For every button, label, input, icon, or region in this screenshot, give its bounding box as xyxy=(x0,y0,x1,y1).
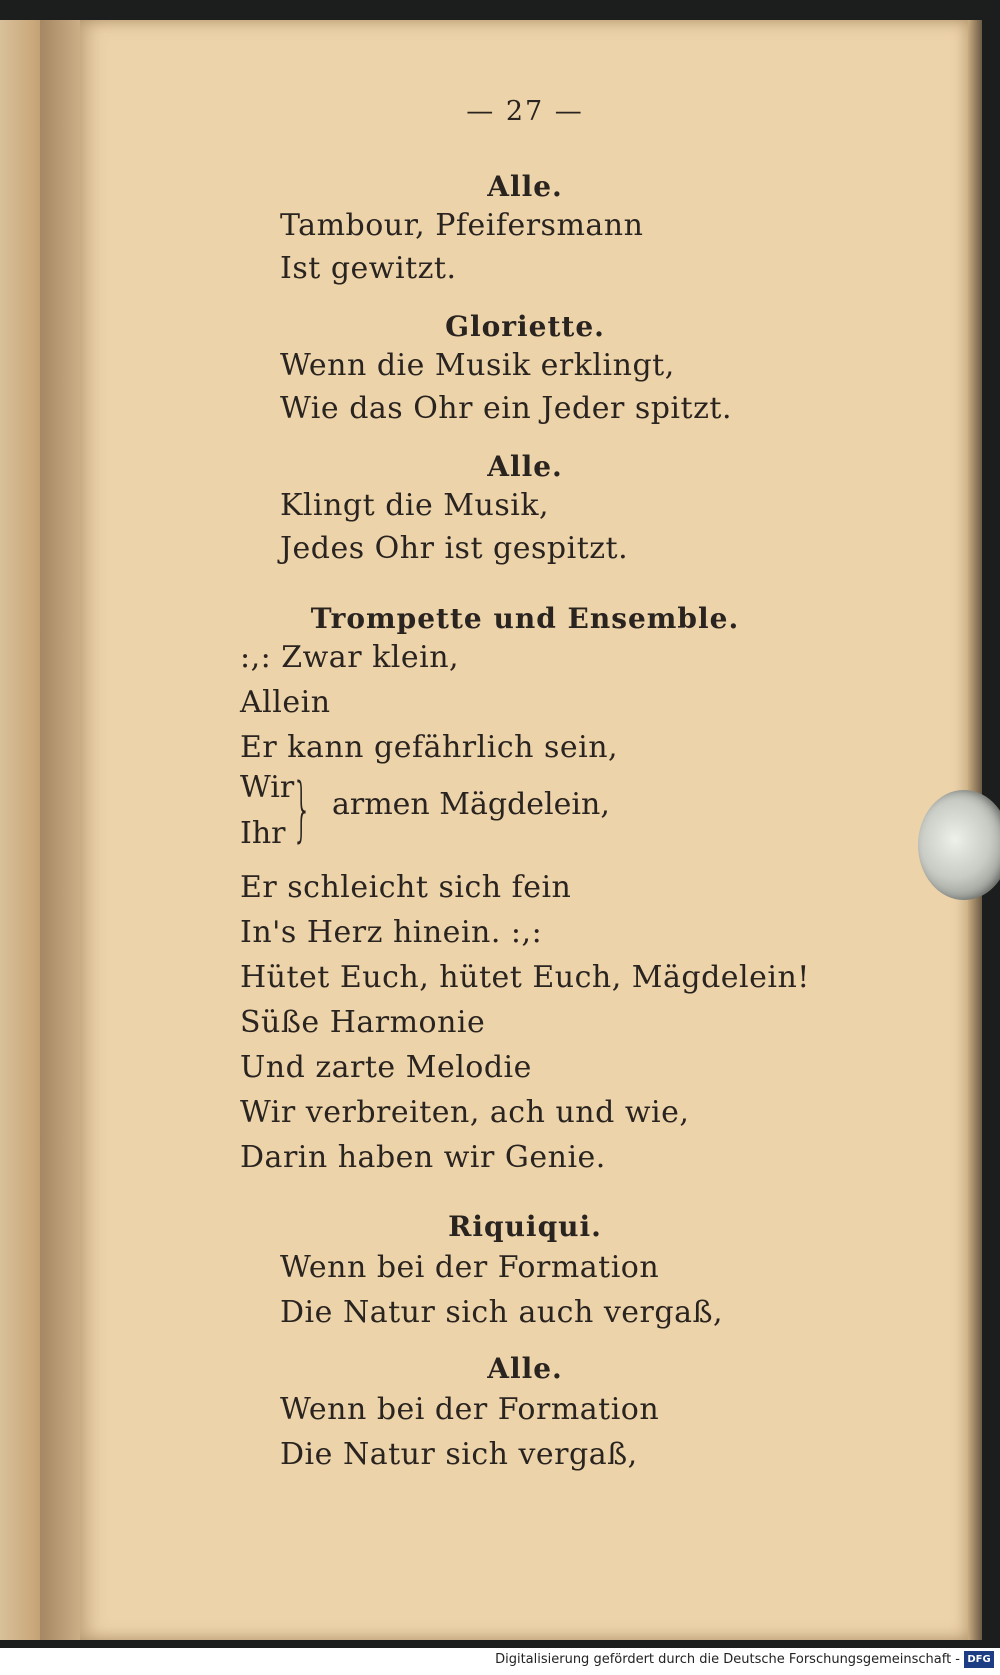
speaker-heading: Gloriette. xyxy=(445,310,605,343)
verse-line: Und zarte Melodie xyxy=(240,1050,532,1085)
verse-line: Wenn die Musik erklingt, xyxy=(280,348,675,383)
verse-line: Allein xyxy=(240,685,331,720)
speaker-heading: Alle. xyxy=(487,450,563,483)
verse-line: In's Herz hinein. :,: xyxy=(240,915,543,950)
brace-group xyxy=(240,765,640,857)
dfg-logo: DFG xyxy=(964,1651,994,1668)
verse-line: Die Natur sich auch vergaß, xyxy=(280,1295,724,1330)
verse-line: Ist gewitzt. xyxy=(280,251,457,286)
verse-line: Die Natur sich vergaß, xyxy=(280,1437,638,1472)
verse-line: :,: Zwar klein, xyxy=(240,640,460,675)
verse-line: Klingt die Musik, xyxy=(280,488,550,523)
verse-line: Er kann gefährlich sein, xyxy=(240,730,619,765)
verse-line: Darin haben wir Genie. xyxy=(240,1140,606,1175)
verse-line: Wir verbreiten, ach und wie, xyxy=(240,1095,690,1130)
book-gutter xyxy=(40,20,82,1640)
speaker-heading: Alle. xyxy=(487,1352,563,1385)
speaker-heading: Trompette und Ensemble. xyxy=(310,602,740,635)
brace-word-top: Wir xyxy=(240,770,295,805)
verse-line: Wie das Ohr ein Jeder spitzt. xyxy=(280,391,732,426)
funding-notice: Digitalisierung gefördert durch die Deutsche Forschungsgemeinschaft - xyxy=(495,1652,960,1667)
verse-line: Wenn bei der Formation xyxy=(280,1392,660,1427)
brace-word-bottom: Ihr xyxy=(240,816,286,851)
scanner-clamp xyxy=(918,790,1000,900)
speaker-heading: Alle. xyxy=(487,170,563,203)
verse-line: Jedes Ohr ist gespitzt. xyxy=(280,531,629,566)
verse-line: Hütet Euch, hütet Euch, Mägdelein! xyxy=(240,960,810,995)
book-page xyxy=(80,20,970,1640)
verse-line: Er schleicht sich fein xyxy=(240,870,572,905)
brace-words xyxy=(240,765,294,857)
page-number: — 27 — xyxy=(466,96,584,127)
brace-line: armen Mägdelein, xyxy=(332,787,610,822)
curly-brace: } xyxy=(292,768,313,850)
verse-line: Tambour, Pfeifersmann xyxy=(280,208,644,243)
verse-line: Süße Harmonie xyxy=(240,1005,486,1040)
speaker-heading: Riquiqui. xyxy=(448,1210,602,1243)
verse-line: Wenn bei der Formation xyxy=(280,1250,660,1285)
page-text xyxy=(80,20,970,1640)
